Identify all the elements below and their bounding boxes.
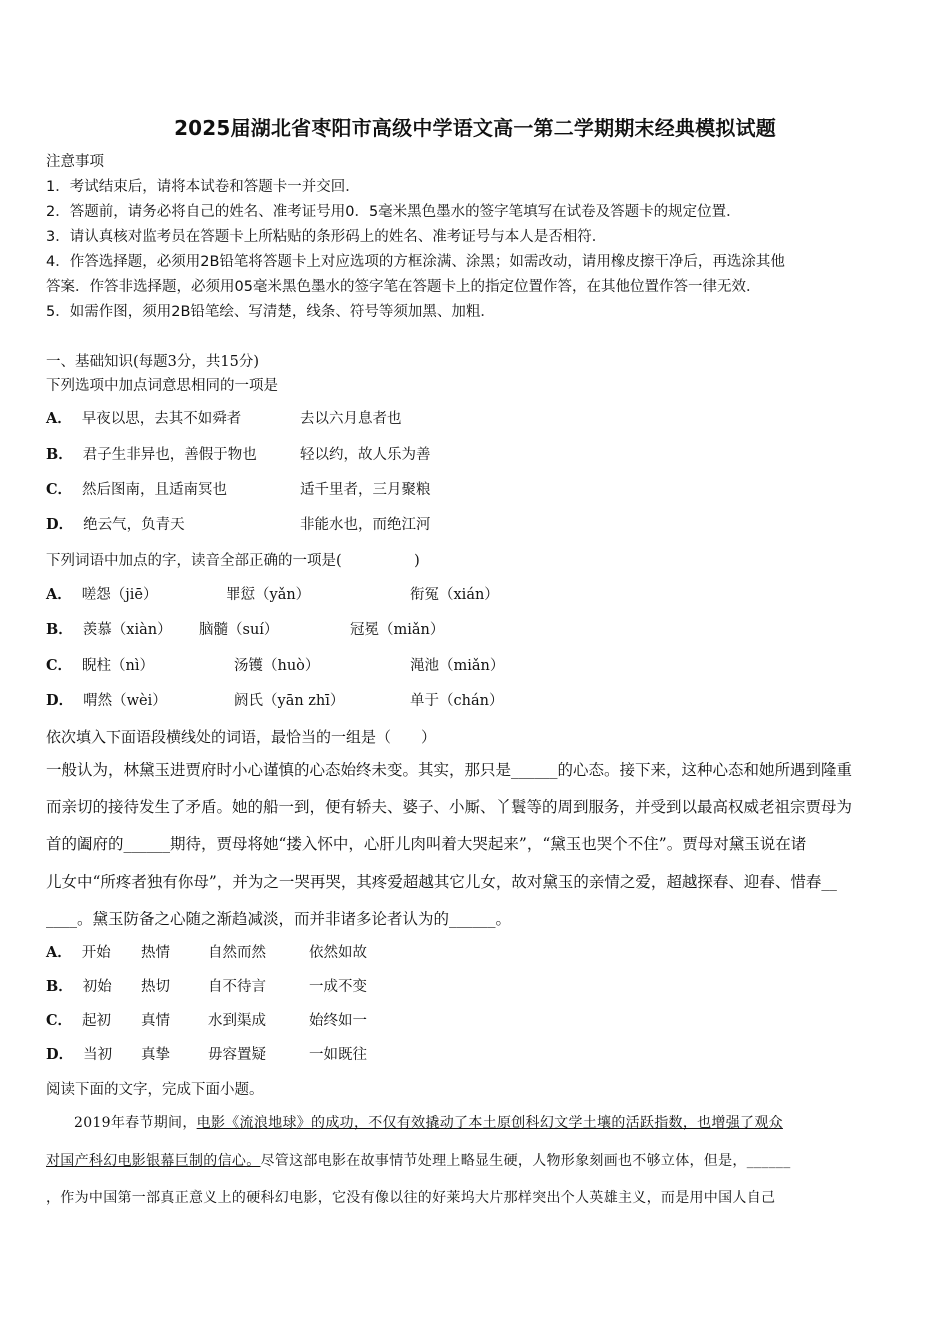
reading-line-3: ，作为中国第一部真正意义上的硬科幻电影，它没有像以往的好莱坞大片那样突出个人英雄主义，而是用中国人自己 [46, 1190, 776, 1206]
q3-a-word-4: 依然如故 [309, 945, 367, 961]
option-text: 绝云气，负青天 [83, 517, 185, 533]
option-letter: C． [46, 1012, 73, 1029]
q1-option-c-b: 适千里者，三月聚粮 [300, 482, 431, 498]
q1-option-d[interactable] [46, 515, 185, 535]
q2-stem: 下列词语中加点的字，读音全部正确的一项是( ) [46, 553, 420, 569]
reading-text: 尽管这部电影在故事情节处理上略显生硬，人物形象刻画也不够立体，但是，______ [260, 1153, 791, 1169]
q3-passage-line-1: 一般认为，林黛玉进贾府时小心谨慎的心态始终未变。其实，那只是______的心态。接下来，这种心态和她所遇到隆重 [46, 761, 853, 779]
q1-stem: 下列选项中加点词意思相同的一项是 [46, 378, 278, 394]
reading-line-2 [46, 1151, 791, 1171]
q3-c-word-2: 真情 [141, 1013, 170, 1029]
q1-option-d-b: 非能水也，而绝江河 [300, 517, 431, 533]
option-letter: A． [46, 944, 72, 961]
notice-item-4-cont: 答案．作答非选择题，必须用05毫米黑色墨水的签字笔在答题卡上的指定位置作答，在其他位置作答一律无效． [46, 279, 761, 295]
q2-option-a-b: 罪愆（yǎn） [226, 587, 311, 603]
q2-option-b-b: 脑髓（suí） [199, 622, 279, 638]
option-letter: B． [46, 978, 73, 995]
q3-c-word-4: 始终如一 [309, 1013, 367, 1029]
notice-item-5: 5．如需作图，须用2B铅笔绘、写清楚，线条、符号等须加黑、加粗． [46, 304, 495, 320]
q2-option-d[interactable] [46, 691, 167, 711]
q3-option-d[interactable] [46, 1045, 112, 1065]
option-letter: D． [46, 692, 74, 709]
q2-option-b-c: 冠冕（miǎn） [350, 622, 445, 638]
option-text: 羡慕（xiàn） [82, 622, 172, 638]
reading-intro: 阅读下面的文字，完成下面小题。 [46, 1082, 264, 1098]
option-letter: B． [46, 621, 73, 638]
q3-option-b[interactable] [46, 977, 112, 997]
q3-d-word-2: 真挚 [141, 1047, 170, 1063]
option-letter: C． [46, 481, 73, 498]
q1-option-b[interactable] [46, 445, 257, 465]
q3-b-word-3: 自不待言 [208, 979, 266, 995]
q3-passage-line-5: ____。黛玉防备之心随之渐趋减淡，而并非诸多论者认为的______。 [46, 910, 512, 928]
q2-option-a-c: 衔冤（xián） [410, 587, 499, 603]
q2-option-c-b: 汤镬（huò） [234, 658, 320, 674]
option-letter: C． [46, 657, 73, 674]
option-text: 初始 [82, 979, 112, 995]
notice-heading: 注意事项 [46, 154, 104, 170]
q3-a-word-2: 热情 [141, 945, 170, 961]
q1-option-a-b: 去以六月息者也 [300, 411, 402, 427]
q2-option-b[interactable] [46, 620, 172, 640]
q3-passage-line-2: 而亲切的接待发生了矛盾。她的船一到，便有轿夫、婆子、小厮、丫鬟等的周到服务，并受到以最高权威老祖宗贾母为 [46, 798, 853, 816]
q3-stem: 依次填入下面语段横线处的词语，最恰当的一组是（ ） [46, 728, 437, 746]
notice-item-1: 1．考试结束后，请将本试卷和答题卡一并交回． [46, 179, 360, 195]
q3-option-c[interactable] [46, 1011, 111, 1031]
option-letter: A． [46, 586, 72, 603]
option-letter: B． [46, 446, 73, 463]
option-text: 开始 [81, 945, 111, 961]
option-letter: D． [46, 516, 74, 533]
option-text: 起初 [82, 1013, 112, 1029]
q3-c-word-3: 水到渠成 [208, 1013, 266, 1029]
q3-passage-line-4: 儿女中“所疼者独有你母”，并为之一哭再哭，其疼爱超越其它儿女，故对黛玉的亲情之爱，超越探春、迎春、惜春__ [46, 873, 837, 891]
notice-item-4: 4．作答选择题，必须用2B铅笔将答题卡上对应选项的方框涂满、涂黑；如需改动，请用橡皮擦干净后，再选涂其他 [46, 254, 785, 270]
reading-underlined-text: 电影《流浪地球》的成功，不仅有效撬动了本土原创科幻文学土壤的活跃指数，也增强了观众 [196, 1115, 783, 1131]
q2-option-c-c: 渑池（miǎn） [410, 658, 505, 674]
reading-underlined-text: 对国产科幻电影银幕巨制的信心。 [46, 1153, 261, 1169]
q2-option-a[interactable] [46, 585, 157, 605]
q1-option-c[interactable] [46, 480, 227, 500]
option-text: 嗟怨（jiē） [81, 587, 158, 603]
q2-option-d-c: 单于（chán） [410, 693, 504, 709]
q3-b-word-2: 热切 [141, 979, 170, 995]
q3-d-word-4: 一如既往 [309, 1047, 367, 1063]
option-text: 睨柱（nì） [82, 658, 155, 674]
q1-option-b-b: 轻以约，故人乐为善 [300, 447, 431, 463]
q1-option-a[interactable] [46, 409, 241, 429]
reading-text: 2019年春节期间， [74, 1115, 197, 1131]
option-text: 早夜以思，去其不如舜者 [81, 411, 242, 427]
reading-line-1 [74, 1113, 783, 1133]
section-heading: 一、基础知识(每题3分，共15分) [46, 354, 259, 370]
q3-a-word-3: 自然而然 [208, 945, 266, 961]
q3-b-word-4: 一成不变 [309, 979, 367, 995]
option-text: 喟然（wèi） [83, 693, 167, 709]
q3-passage-line-3: 首的阖府的______期待，贾母将她“搂入怀中，心肝儿肉叫着大哭起来”，“黛玉也哭个不住”。贾母对黛玉说在诸 [46, 835, 807, 853]
notice-item-2: 2．答题前，请务必将自己的姓名、准考证号用0．5毫米黑色墨水的签字笔填写在试卷及答题卡的规定位置． [46, 204, 741, 220]
q2-option-d-b: 阏氏（yān zhī） [234, 693, 345, 709]
q3-d-word-3: 毋容置疑 [208, 1047, 266, 1063]
option-letter: A． [46, 410, 72, 427]
notice-item-3: 3．请认真核对监考员在答题卡上所粘贴的条形码上的姓名、准考证号与本人是否相符． [46, 229, 607, 245]
option-letter: D． [46, 1046, 74, 1063]
option-text: 君子生非异也，善假于物也 [82, 447, 257, 463]
option-text: 然后图南，且适南冥也 [82, 482, 228, 498]
option-text: 当初 [83, 1047, 113, 1063]
q3-option-a[interactable] [46, 943, 111, 963]
exam-title: 2025届湖北省枣阳市高级中学语文高一第二学期期末经典模拟试题 [174, 116, 776, 140]
q2-option-c[interactable] [46, 656, 154, 676]
